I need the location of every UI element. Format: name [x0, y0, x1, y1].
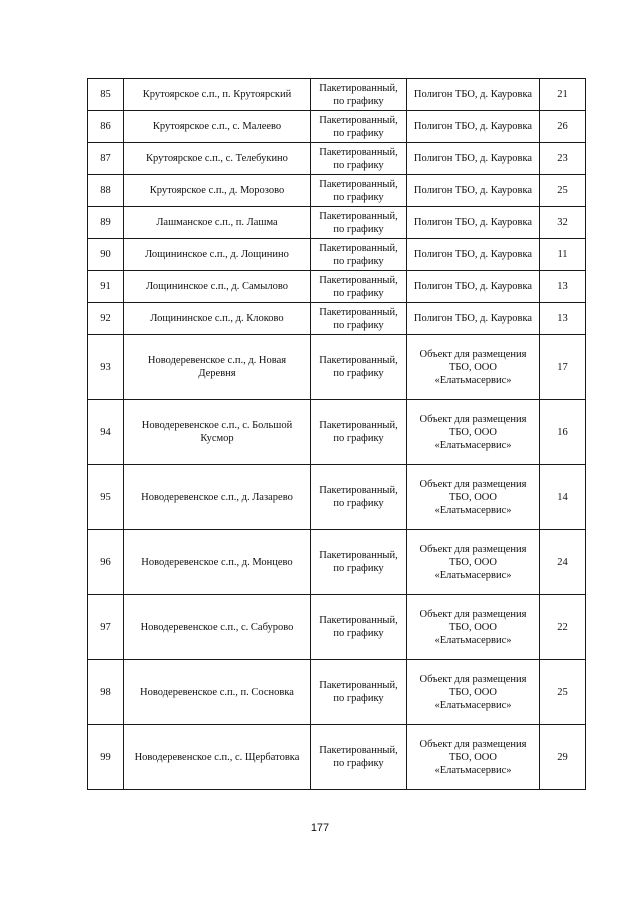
disposal-site-cell: Полигон ТБО, д. Кауровка: [407, 175, 540, 207]
value-cell: 23: [540, 143, 586, 175]
collection-method-cell: Пакетированный, по графику: [311, 530, 407, 595]
value-cell: 25: [540, 660, 586, 725]
table-row: [88, 400, 586, 465]
table-row: [88, 660, 586, 725]
disposal-site-cell: Полигон ТБО, д. Кауровка: [407, 143, 540, 175]
table-row: [88, 725, 586, 790]
collection-method-cell: Пакетированный, по графику: [311, 725, 407, 790]
table-row: [88, 303, 586, 335]
table-row: [88, 175, 586, 207]
disposal-site-cell: Объект для размещения ТБО, ООО «Елатьмасервис»: [407, 725, 540, 790]
waste-collection-table: [87, 78, 586, 790]
table-body: [88, 79, 586, 790]
disposal-site-cell: Полигон ТБО, д. Кауровка: [407, 271, 540, 303]
settlement-cell: Новодеревенское с.п., с. Большой Кусмор: [124, 400, 311, 465]
table-row: [88, 595, 586, 660]
table-row: [88, 79, 586, 111]
table-row: [88, 207, 586, 239]
settlement-cell: Лашманское с.п., п. Лашма: [124, 207, 311, 239]
collection-method-cell: Пакетированный, по графику: [311, 239, 407, 271]
disposal-site-cell: Полигон ТБО, д. Кауровка: [407, 79, 540, 111]
value-cell: 13: [540, 271, 586, 303]
collection-method-cell: Пакетированный, по графику: [311, 143, 407, 175]
value-cell: 29: [540, 725, 586, 790]
page-number: 177: [310, 822, 330, 834]
collection-method-cell: Пакетированный, по графику: [311, 595, 407, 660]
table-row: [88, 143, 586, 175]
value-cell: 25: [540, 175, 586, 207]
settlement-cell: Лощининское с.п., д. Лощинино: [124, 239, 311, 271]
value-cell: 24: [540, 530, 586, 595]
settlement-cell: Крутоярское с.п., с. Телебукино: [124, 143, 311, 175]
disposal-site-cell: Объект для размещения ТБО, ООО «Елатьмасервис»: [407, 595, 540, 660]
row-number-cell: 85: [88, 79, 124, 111]
table-row: [88, 271, 586, 303]
row-number-cell: 97: [88, 595, 124, 660]
value-cell: 11: [540, 239, 586, 271]
collection-method-cell: Пакетированный, по графику: [311, 465, 407, 530]
value-cell: 13: [540, 303, 586, 335]
settlement-cell: Крутоярское с.п., с. Малеево: [124, 111, 311, 143]
row-number-cell: 90: [88, 239, 124, 271]
value-cell: 14: [540, 465, 586, 530]
settlement-cell: Новодеревенское с.п., д. Новая Деревня: [124, 335, 311, 400]
collection-method-cell: Пакетированный, по графику: [311, 400, 407, 465]
row-number-cell: 99: [88, 725, 124, 790]
row-number-cell: 95: [88, 465, 124, 530]
row-number-cell: 96: [88, 530, 124, 595]
row-number-cell: 88: [88, 175, 124, 207]
row-number-cell: 92: [88, 303, 124, 335]
settlement-cell: Крутоярское с.п., д. Морозово: [124, 175, 311, 207]
table-row: [88, 239, 586, 271]
row-number-cell: 93: [88, 335, 124, 400]
disposal-site-cell: Полигон ТБО, д. Кауровка: [407, 303, 540, 335]
disposal-site-cell: Объект для размещения ТБО, ООО «Елатьмасервис»: [407, 465, 540, 530]
disposal-site-cell: Объект для размещения ТБО, ООО «Елатьмасервис»: [407, 660, 540, 725]
disposal-site-cell: Полигон ТБО, д. Кауровка: [407, 239, 540, 271]
disposal-site-cell: Полигон ТБО, д. Кауровка: [407, 207, 540, 239]
collection-method-cell: Пакетированный, по графику: [311, 660, 407, 725]
collection-method-cell: Пакетированный, по графику: [311, 111, 407, 143]
value-cell: 32: [540, 207, 586, 239]
row-number-cell: 89: [88, 207, 124, 239]
value-cell: 22: [540, 595, 586, 660]
row-number-cell: 87: [88, 143, 124, 175]
collection-method-cell: Пакетированный, по графику: [311, 335, 407, 400]
disposal-site-cell: Объект для размещения ТБО, ООО «Елатьмасервис»: [407, 400, 540, 465]
collection-method-cell: Пакетированный, по графику: [311, 207, 407, 239]
collection-method-cell: Пакетированный, по графику: [311, 175, 407, 207]
table-row: [88, 465, 586, 530]
table-row: [88, 335, 586, 400]
collection-method-cell: Пакетированный, по графику: [311, 303, 407, 335]
table-row: [88, 111, 586, 143]
row-number-cell: 94: [88, 400, 124, 465]
row-number-cell: 91: [88, 271, 124, 303]
settlement-cell: Новодеревенское с.п., д. Лазарево: [124, 465, 311, 530]
collection-method-cell: Пакетированный, по графику: [311, 271, 407, 303]
row-number-cell: 86: [88, 111, 124, 143]
value-cell: 17: [540, 335, 586, 400]
settlement-cell: Новодеревенское с.п., с. Сабурово: [124, 595, 311, 660]
disposal-site-cell: Объект для размещения ТБО, ООО «Елатьмасервис»: [407, 530, 540, 595]
settlement-cell: Новодеревенское с.п., п. Сосновка: [124, 660, 311, 725]
settlement-cell: Новодеревенское с.п., д. Монцево: [124, 530, 311, 595]
value-cell: 16: [540, 400, 586, 465]
collection-method-cell: Пакетированный, по графику: [311, 79, 407, 111]
disposal-site-cell: Объект для размещения ТБО, ООО «Елатьмасервис»: [407, 335, 540, 400]
settlement-cell: Крутоярское с.п., п. Крутоярский: [124, 79, 311, 111]
table-row: [88, 530, 586, 595]
settlement-cell: Лощининское с.п., д. Клоково: [124, 303, 311, 335]
value-cell: 26: [540, 111, 586, 143]
disposal-site-cell: Полигон ТБО, д. Кауровка: [407, 111, 540, 143]
row-number-cell: 98: [88, 660, 124, 725]
settlement-cell: Лощининское с.п., д. Самылово: [124, 271, 311, 303]
settlement-cell: Новодеревенское с.п., с. Щербатовка: [124, 725, 311, 790]
value-cell: 21: [540, 79, 586, 111]
